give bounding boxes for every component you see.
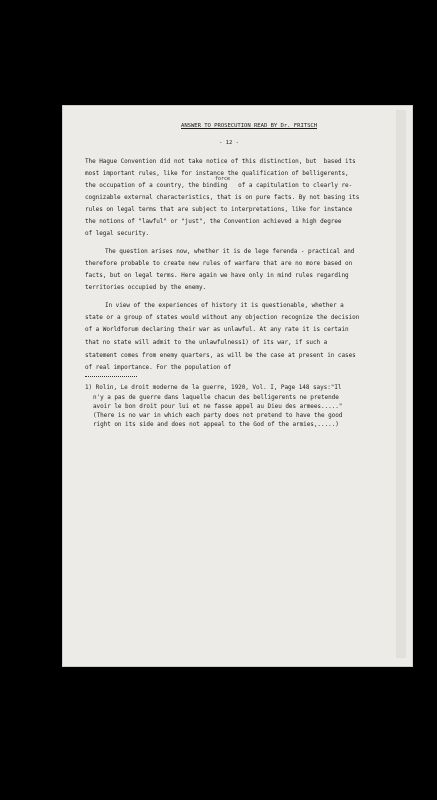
para1-line: of legal security. xyxy=(85,230,150,237)
footnote-line: n'y a pas de guerre dans laquelle chacun des belligerents ne pretende xyxy=(93,394,339,401)
para1-line: the occupation of a country, the binding of a capitulation to clearly re- xyxy=(85,182,353,189)
document-text-layer xyxy=(63,106,412,666)
footnote-line: (There is no war in which each party does not pretend to have the good xyxy=(93,412,343,419)
footnote-separator xyxy=(85,376,137,377)
para2-line: The question arises now, whether it is de lege ferenda - practical and xyxy=(105,248,355,255)
footnote-line: avoir le bon droit pour lui et ne fasse appel au Dieu des armees....." xyxy=(93,403,343,410)
para2-line: therefore probable to create new rules of warfare that are no more based on xyxy=(85,260,353,267)
para1-line: the notions of "lawful" or "just", the Convention achieved a high degree xyxy=(85,218,342,225)
para1-line: The Hague Convention did not take notice of this distinction, but based its xyxy=(85,158,356,165)
para1-line: rules on legal terms that are subject to interpretations, like for instance xyxy=(85,206,353,213)
para3-line: of a Worldforum declaring their war as unlawful. At any rate it is certain xyxy=(85,326,349,333)
para3-line: of real importance. For the population of xyxy=(85,364,232,371)
para2-line: territories occupied by the enemy. xyxy=(85,284,207,291)
handwritten-insertion: force xyxy=(215,176,231,182)
para3-line: In view of the experiences of history it is questionable, whether a xyxy=(105,302,344,309)
document-header: ANSWER TO PROSECUTION READ BY Dr. FRITSCH xyxy=(181,123,318,129)
para3-line: that no state will admit to the unlawfulness1) of its war, if such a xyxy=(85,339,328,346)
para3-line: statement comes from enemy quarters, as will be the case at present in cases xyxy=(85,352,356,359)
para3-line: state or a group of states would without any objection recognize the decision xyxy=(85,314,360,321)
footnote-line: 1) Rolin, Le droit moderne de la guerre, 1920, Vol. I, Page 148 says:"Il xyxy=(85,384,342,391)
page-number: - 12 - xyxy=(219,140,239,146)
para1-line: cognizable external characteristics, that is on pure facts. By not basing its xyxy=(85,194,360,201)
footnote-line: right on its side and does not appeal to the God of the armies,.....) xyxy=(93,421,339,428)
para1-line: most important rules, like for instance the qualification of belligerents, xyxy=(85,170,349,177)
para2-line: facts, but on legal terms. Here again we have only in mind rules regarding xyxy=(85,272,349,279)
